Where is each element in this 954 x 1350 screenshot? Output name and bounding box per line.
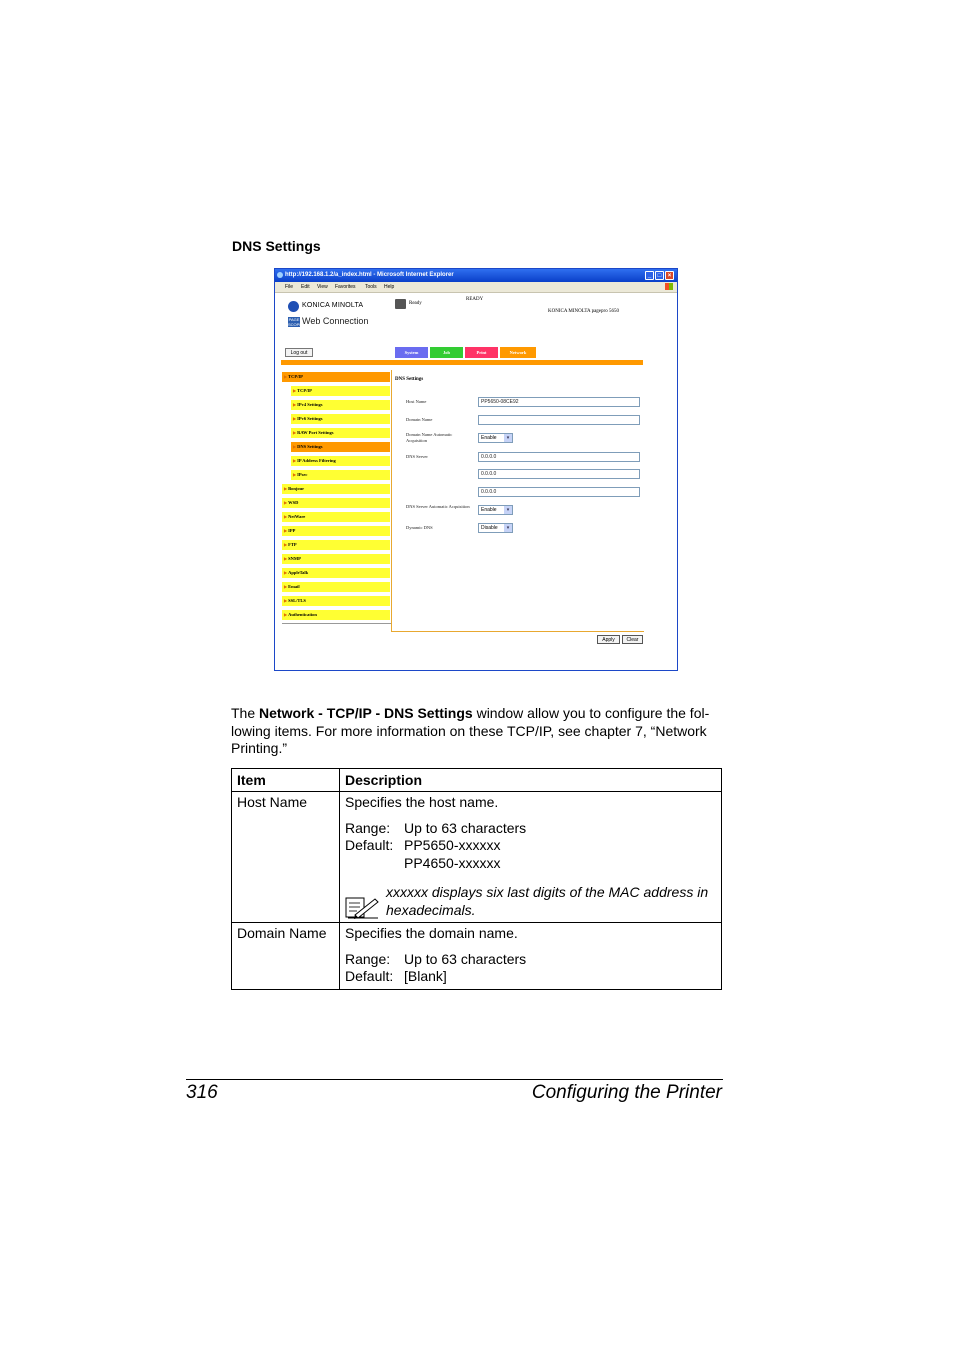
maximize-icon[interactable]: □: [655, 271, 664, 280]
header-item: Item: [232, 769, 340, 792]
sidebar-item-ssl-tls[interactable]: ▶SSL/TLS: [282, 596, 390, 606]
title-bar: [275, 269, 677, 282]
table-header-row: [232, 769, 722, 792]
menu-favorites[interactable]: Favorites: [335, 284, 356, 290]
sidebar-item-ipv4[interactable]: ▶IPv4 Settings: [291, 400, 390, 410]
domain-auto-label: Domain Name Automatic Acquisition: [406, 432, 453, 443]
sidebar-item-email[interactable]: ▶Email: [282, 582, 390, 592]
sidebar-item-authentication[interactable]: ▶Authentication: [282, 610, 390, 620]
close-icon[interactable]: ×: [665, 271, 674, 280]
tab-system[interactable]: System: [395, 347, 428, 358]
sidebar-item-tcpip-group[interactable]: ▶TCP/IP: [282, 372, 390, 382]
header-divider: [281, 360, 643, 365]
tab-print[interactable]: Print: [465, 347, 498, 358]
chevron-down-icon: ▾: [504, 524, 512, 532]
ie-icon: [277, 272, 283, 278]
dynamic-dns-select[interactable]: Disable ▾: [478, 523, 513, 533]
page-title: Configuring the Printer: [531, 1082, 722, 1103]
sidebar: [282, 370, 392, 632]
sidebar-item-appletalk[interactable]: ▶AppleTalk: [282, 568, 390, 578]
printer-icon: [395, 299, 406, 309]
domain-name-input[interactable]: [478, 415, 640, 425]
sidebar-item-tcpip[interactable]: ▶TCP/IP: [291, 386, 390, 396]
menu-edit[interactable]: Edit: [301, 284, 310, 290]
note-text: xxxxxx displays six last digits of the MAC address in hexadecimals.: [386, 884, 709, 918]
apply-button[interactable]: Apply: [597, 635, 620, 644]
browser-window-screenshot: [274, 268, 678, 671]
sidebar-item-dns[interactable]: ▶DNS Settings: [291, 442, 390, 452]
item-domain-name: Domain Name: [232, 923, 340, 990]
menu-tools[interactable]: Tools: [365, 284, 377, 290]
sidebar-item-ipv6[interactable]: ▶IPv6 Settings: [291, 414, 390, 424]
printer-ready-text: READY: [466, 297, 484, 302]
footer-rule: [186, 1079, 723, 1080]
table-row: [232, 923, 722, 990]
description-host-name: Specifies the host name. Range: Up to 63 characters Default: PP5650-xxxxxx PP4650-xxxxxx xxxxxx displays six last digits of the MAC address in hexadecimals.: [340, 792, 722, 923]
tab-network[interactable]: Network: [500, 347, 536, 358]
intro-paragraph: The Network - TCP/IP - DNS Settings window allow you to configure the fol-lowing items. For more information on these TCP/IP, see chapter 7, “Network Printing.”: [231, 705, 710, 756]
menu-help[interactable]: Help: [384, 284, 395, 290]
dns-server-3-input[interactable]: 0.0.0.0: [478, 487, 640, 497]
item-host-name: Host Name: [232, 792, 340, 923]
items-table: [231, 768, 722, 990]
dns-auto-label: DNS Server Automatic Acquisition: [406, 504, 470, 509]
sidebar-item-snmp[interactable]: ▶SNMP: [282, 554, 390, 564]
konica-minolta-logo-icon: [288, 301, 299, 312]
sidebar-item-ipp[interactable]: ▶IPP: [282, 526, 390, 536]
host-name-input[interactable]: PP5650-08CE92: [478, 397, 640, 407]
sidebar-item-ip-filtering[interactable]: ▶IP Address Filtering: [291, 456, 390, 466]
windows-logo-icon: [665, 283, 673, 290]
dns-auto-select[interactable]: Enable ▾: [478, 505, 513, 515]
description-domain-name: Specifies the domain name. Range: Up to 63 characters Default: [Blank]: [340, 923, 722, 990]
host-name-label: Host Name: [406, 399, 427, 404]
page-number: 316: [186, 1082, 218, 1103]
menu-file[interactable]: File: [285, 284, 294, 290]
menu-path: Network - TCP/IP - DNS Settings: [259, 705, 473, 721]
sidebar-item-bonjour[interactable]: ▶Bonjour: [282, 484, 390, 494]
domain-name-label: Domain Name: [406, 417, 433, 422]
minimize-icon[interactable]: _: [645, 271, 654, 280]
brand-name: KONICA MINOLTA: [302, 302, 364, 309]
window-title: http://192.168.1.2/a_index.html - Microsoft Internet Explorer: [285, 272, 454, 278]
sidebar-item-raw-port[interactable]: ▶RAW Port Settings: [291, 428, 390, 438]
section-heading: DNS Settings: [232, 238, 321, 254]
menu-bar: [275, 282, 677, 293]
content-divider: [392, 631, 644, 632]
chevron-down-icon: ▾: [504, 506, 512, 514]
domain-auto-select[interactable]: Enable ▾: [478, 433, 513, 443]
chevron-down-icon: ▾: [504, 434, 512, 442]
dynamic-dns-label: Dynamic DNS: [406, 525, 433, 530]
sidebar-item-ftp[interactable]: ▶FTP: [282, 540, 390, 550]
dns-server-label: DNS Server: [406, 454, 428, 459]
product-name: Web Connection: [302, 316, 369, 326]
logout-button[interactable]: Log out: [285, 348, 313, 357]
menu-view[interactable]: View: [317, 284, 328, 290]
tab-job[interactable]: Job: [430, 347, 463, 358]
table-row: [232, 792, 722, 923]
sidebar-item-netware[interactable]: ▶NetWare: [282, 512, 390, 522]
clear-button[interactable]: Clear: [622, 635, 643, 644]
dns-server-1-input[interactable]: 0.0.0.0: [478, 452, 640, 462]
note-pencil-icon: [345, 895, 379, 919]
printer-model: KONICA MINOLTA pagepro 5650: [548, 309, 619, 314]
sidebar-item-wsd[interactable]: ▶WSD: [282, 498, 390, 508]
header-description: Description: [340, 769, 722, 792]
pagescope-logo-icon: PAGE SCOPE: [288, 317, 303, 327]
content-title: DNS Settings: [395, 377, 424, 382]
printer-status: Ready: [409, 301, 422, 306]
sidebar-divider: [282, 623, 391, 624]
dns-server-2-input[interactable]: 0.0.0.0: [478, 469, 640, 479]
sidebar-item-ipsec[interactable]: ▶IPsec: [291, 470, 390, 480]
